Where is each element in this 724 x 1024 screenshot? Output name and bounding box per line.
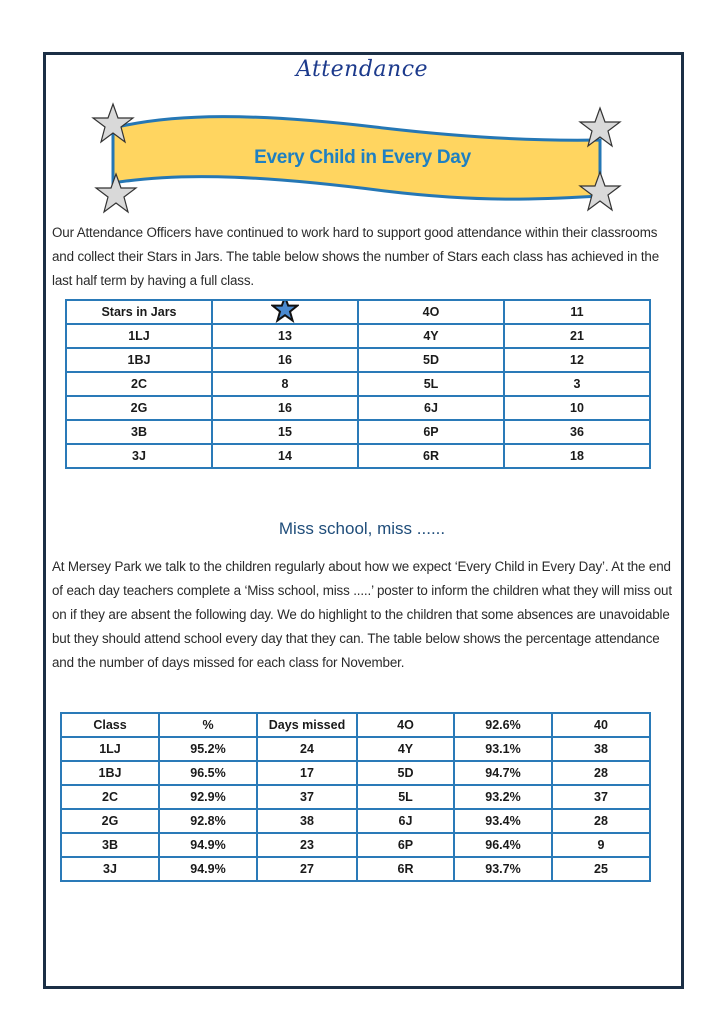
table-cell: 96.4% [454, 833, 552, 857]
table-header-cell [212, 300, 358, 324]
table-cell: 5L [358, 372, 504, 396]
table-header-cell: Class [61, 713, 159, 737]
attendance-table [60, 712, 651, 882]
intro-paragraph: Our Attendance Officers have continued to work hard to support good attendance within their classrooms and collect their Stars in Jars. The table below shows the number of Stars each class has achieved in the last half term by having a full class. [52, 225, 660, 288]
table-header-cell: Days missed [257, 713, 357, 737]
table-cell: 38 [257, 809, 357, 833]
table-cell: 5L [357, 785, 454, 809]
table-cell: 9 [552, 833, 650, 857]
table-cell: 6R [358, 444, 504, 468]
table-cell: 25 [552, 857, 650, 881]
table-cell: 2C [66, 372, 212, 396]
table-cell: 15 [212, 420, 358, 444]
table-cell: 6P [358, 420, 504, 444]
table-cell: 13 [212, 324, 358, 348]
table-cell: 6J [357, 809, 454, 833]
table-row [61, 785, 650, 809]
table-cell: 3J [66, 444, 212, 468]
table-cell: 4O [358, 300, 504, 324]
table-cell: 2G [61, 809, 159, 833]
table-cell: 28 [552, 761, 650, 785]
banner-text: Every Child in Every Day [254, 147, 471, 168]
star-icon [271, 300, 299, 324]
table-row [61, 809, 650, 833]
table-cell: 6J [358, 396, 504, 420]
table-row [61, 833, 650, 857]
table-cell: 23 [257, 833, 357, 857]
table-row [66, 300, 650, 324]
table-cell: 37 [552, 785, 650, 809]
table-cell: 2G [66, 396, 212, 420]
table-cell: 5D [357, 761, 454, 785]
table-cell: 92.6% [454, 713, 552, 737]
table-cell: 4O [357, 713, 454, 737]
stars-in-jars-table [65, 299, 651, 469]
table-row [61, 737, 650, 761]
page-title: Attendance [295, 57, 429, 82]
table-row [61, 761, 650, 785]
table-cell: 2C [61, 785, 159, 809]
table-cell: 11 [504, 300, 650, 324]
table-header-cell: Stars in Jars [66, 300, 212, 324]
table-cell: 10 [504, 396, 650, 420]
table-row [66, 324, 650, 348]
table-cell: 14 [212, 444, 358, 468]
table-cell: 6R [357, 857, 454, 881]
table-cell: 16 [212, 396, 358, 420]
table-cell: 4Y [357, 737, 454, 761]
table-cell: 92.8% [159, 809, 257, 833]
table-cell: 21 [504, 324, 650, 348]
table-cell: 38 [552, 737, 650, 761]
table-cell: 36 [504, 420, 650, 444]
table-cell: 93.2% [454, 785, 552, 809]
table-cell: 27 [257, 857, 357, 881]
table-row [66, 396, 650, 420]
table-header-cell: % [159, 713, 257, 737]
table-cell: 92.9% [159, 785, 257, 809]
table-cell: 17 [257, 761, 357, 785]
table-cell: 93.1% [454, 737, 552, 761]
table-cell: 37 [257, 785, 357, 809]
table-row [61, 857, 650, 881]
banner [85, 95, 630, 220]
table-row [66, 444, 650, 468]
table-cell: 16 [212, 348, 358, 372]
miss-school-paragraph: At Mersey Park we talk to the children regularly about how we expect ‘Every Child in Every Day’. At the end of each day teachers complete a ‘Miss school, miss .....’ poster to inform the children what they will miss out on if they are absent the following day. We do highlight to the children that some absences are unavoidable but they should attend school every day that they can. The table below shows the percentage attendance and the number of days missed for each class for November. [52, 559, 672, 670]
table-row [66, 372, 650, 396]
table-cell: 3 [504, 372, 650, 396]
table-cell: 28 [552, 809, 650, 833]
table-cell: 94.7% [454, 761, 552, 785]
table-cell: 93.7% [454, 857, 552, 881]
table-cell: 6P [357, 833, 454, 857]
table-cell: 1LJ [61, 737, 159, 761]
table-cell: 93.4% [454, 809, 552, 833]
table-cell: 4Y [358, 324, 504, 348]
table-cell: 24 [257, 737, 357, 761]
table-cell: 95.2% [159, 737, 257, 761]
table-cell: 94.9% [159, 857, 257, 881]
table-cell: 3J [61, 857, 159, 881]
table-row [66, 348, 650, 372]
section-heading-miss-school: Miss school, miss ...... [278, 519, 446, 538]
table-cell: 3B [66, 420, 212, 444]
table-row [66, 420, 650, 444]
table-cell: 3B [61, 833, 159, 857]
table-cell: 18 [504, 444, 650, 468]
table-cell: 40 [552, 713, 650, 737]
table-cell: 94.9% [159, 833, 257, 857]
table-row [61, 713, 650, 737]
table-cell: 96.5% [159, 761, 257, 785]
table-cell: 1LJ [66, 324, 212, 348]
table-cell: 5D [358, 348, 504, 372]
table-cell: 8 [212, 372, 358, 396]
table-cell: 12 [504, 348, 650, 372]
table-cell: 1BJ [66, 348, 212, 372]
table-cell: 1BJ [61, 761, 159, 785]
